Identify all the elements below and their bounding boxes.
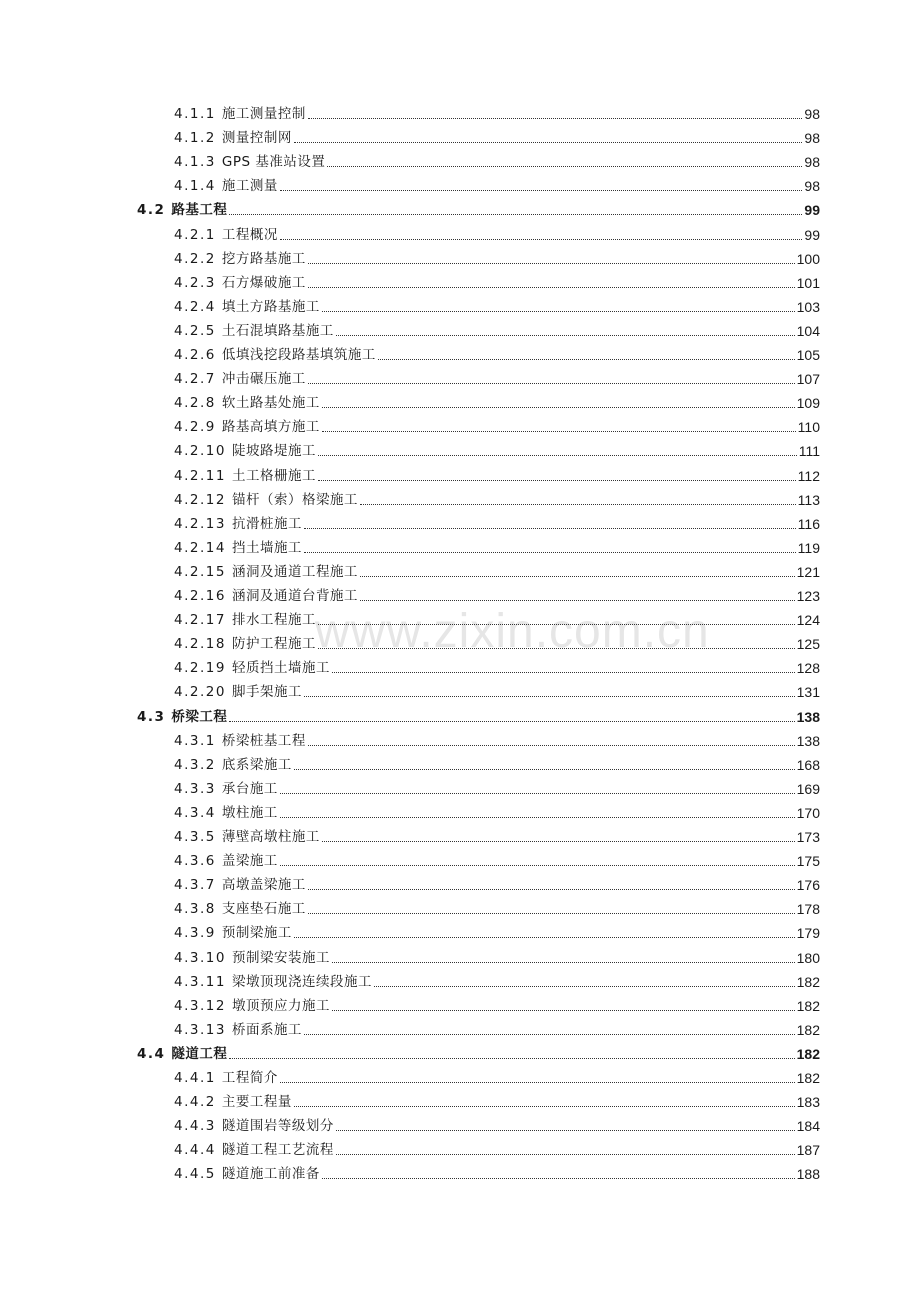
toc-entry-page-number: 168 [796,756,820,773]
toc-entry-number: 4.1.4 [174,178,216,195]
dot-leader [336,1153,795,1155]
toc-entry-page-number: 175 [796,853,820,870]
dot-leader [336,1129,795,1131]
toc-entry-title: 工程概况 [221,226,278,243]
toc-entry-number: 4.3.4 [174,804,216,821]
dot-leader [304,527,796,529]
dot-leader [308,117,803,119]
toc-entry-number: 4.2.19 [174,660,226,677]
toc-entry-page-number: 124 [796,612,820,629]
toc-entry-number: 4.2.14 [174,539,226,556]
dot-leader [360,503,796,505]
toc-entry-title: 涵洞及通道台背施工 [231,588,358,604]
toc-entry-title: 低填浅挖段路基填筑施工 [221,347,376,363]
toc-entry-number: 4.2.6 [174,347,216,363]
dot-leader [294,936,795,938]
dot-leader [280,1081,795,1083]
toc-entry-title: 轻质挡土墙施工 [231,660,330,677]
toc-entry-number: 4.2.12 [174,491,226,508]
dot-leader [294,141,803,143]
dot-leader [308,262,795,264]
toc-entry-number: 4.2.17 [174,612,226,629]
toc-entry-title: 施工测量控制 [221,106,306,122]
toc-entry-page-number: 173 [796,829,820,845]
toc-entry[interactable] [174,367,820,387]
toc-entry-page-number: 110 [797,419,820,436]
dot-leader [280,816,795,818]
dot-leader [360,575,795,577]
toc-entry-page-number: 182 [796,997,820,1014]
toc-entry-number: 4.2.11 [174,467,226,484]
toc-entry[interactable] [174,970,820,990]
toc-entry-page-number: 188 [796,1166,820,1183]
toc-entry-page-number: 170 [796,804,820,821]
toc-entry-page-number: 103 [796,298,820,315]
toc-entry[interactable] [174,1114,820,1134]
toc-entry-number: 4.4.2 [174,1094,216,1111]
toc-entry-page-number: 111 [798,443,820,460]
dot-leader [322,840,795,842]
toc-entry-title: 石方爆破施工 [221,274,306,291]
toc-entry-number: 4.3.12 [174,997,226,1014]
toc-entry[interactable] [174,849,820,869]
toc-entry[interactable] [174,150,820,170]
toc-entry[interactable] [174,1090,820,1110]
dot-leader [308,744,795,746]
dot-leader [304,1033,795,1035]
toc-entry-page-number: 182 [796,1045,820,1062]
toc-entry-title: 陡坡路堤施工 [231,443,316,460]
toc-entry[interactable] [174,873,820,893]
toc-entry[interactable] [174,608,820,628]
toc-entry-title: GPS 基准站设置 [221,154,326,171]
toc-entry-title: 涵洞及通道工程施工 [231,563,358,580]
toc-entry-number: 4.2.5 [174,322,216,339]
toc-entry-page-number: 182 [796,973,820,990]
toc-entry[interactable] [174,921,820,941]
toc-entry-page-number: 113 [797,491,820,508]
toc-entry[interactable] [174,536,820,556]
toc-entry[interactable] [174,897,820,917]
toc-entry[interactable] [174,391,820,411]
dot-leader [318,479,796,481]
toc-entry-page-number: 100 [796,250,820,267]
toc-entry-number: 4.2.9 [174,419,216,436]
toc-section-entry[interactable] [137,198,820,218]
dot-leader [336,334,795,336]
dot-leader [322,310,795,312]
toc-entry-title: 梁墩顶现浇连续段施工 [231,973,372,990]
dot-leader [308,382,795,384]
toc-entry-title: 工程简介 [221,1070,278,1086]
toc-entry-title: 施工测量 [221,178,278,195]
toc-entry[interactable] [174,126,820,146]
toc-entry-page-number: 169 [796,780,820,797]
toc-entry[interactable] [174,1018,820,1038]
dot-leader [322,430,796,432]
toc-entry-number: 4.2 [137,202,166,219]
toc-entry-number: 4.2.7 [174,371,216,388]
dot-leader [308,912,795,914]
dot-leader [308,286,795,288]
toc-entry[interactable] [174,1066,820,1086]
toc-entry-page-number: 109 [796,395,820,412]
dot-leader [280,864,795,866]
toc-entry-page-number: 180 [796,949,820,966]
toc-entry-number: 4.2.16 [174,588,226,604]
dot-leader [322,1177,795,1179]
toc-entry-title: 路基高填方施工 [221,419,320,436]
dot-leader [378,358,795,360]
toc-entry-page-number: 138 [796,732,820,749]
toc-entry-title: 抗滑桩施工 [231,515,302,532]
toc-entry[interactable] [174,560,820,580]
toc-entry-number: 4.4.3 [174,1118,216,1135]
toc-entry-page-number: 138 [796,708,820,725]
toc-entry-number: 4.3.2 [174,756,216,773]
toc-entry-number: 4.3 [137,708,166,725]
toc-entry-page-number: 101 [796,274,820,291]
toc-entry-page-number: 125 [796,636,820,653]
toc-entry-page-number: 182 [796,1021,820,1038]
toc-entry-page-number: 119 [797,539,820,556]
toc-entry-page-number: 182 [796,1070,820,1086]
dot-leader [322,406,795,408]
toc-entry-title: 隧道施工前准备 [221,1166,320,1183]
toc-entry-number: 4.4 [137,1045,166,1062]
toc-entry-page-number: 131 [796,684,820,701]
dot-leader [229,720,794,722]
toc-entry-title: 土石混填路基施工 [221,322,334,339]
toc-entry-number: 4.2.20 [174,684,226,701]
dot-leader [308,888,795,890]
toc-entry-number: 4.3.7 [174,877,216,894]
toc-entry-title: 桥面系施工 [231,1021,302,1038]
toc-entry-page-number: 183 [796,1094,820,1111]
dot-leader [374,985,795,987]
toc-entry-page-number: 98 [804,154,820,171]
toc-entry-page-number: 116 [797,515,820,532]
toc-entry-title: 底系梁施工 [221,756,292,773]
dot-leader [280,238,803,240]
toc-entry-title: 隧道工程工艺流程 [221,1142,334,1159]
dot-leader [318,623,795,625]
toc-entry[interactable] [174,439,820,459]
dot-leader [280,189,803,191]
toc-entry-title: 预制梁施工 [221,925,292,942]
toc-entry[interactable] [174,656,820,676]
dot-leader [280,792,795,794]
toc-entry-page-number: 104 [796,322,820,339]
toc-entry[interactable] [174,994,820,1014]
dot-leader [327,165,802,167]
dot-leader [229,1057,794,1059]
toc-entry[interactable] [174,247,820,267]
dot-leader [332,671,795,673]
toc-entry-number: 4.3.3 [174,780,216,797]
toc-entry-page-number: 184 [796,1118,820,1135]
toc-entry-title: 挡土墙施工 [231,539,302,556]
toc-entry-number: 4.2.2 [174,250,216,267]
toc-entry-page-number: 98 [804,178,820,195]
toc-entry-number: 4.3.11 [174,973,226,990]
toc-entry[interactable] [174,512,820,532]
toc-entry-number: 4.3.5 [174,829,216,845]
toc-entry[interactable] [174,488,820,508]
toc-entry-title: 挖方路基施工 [221,250,306,267]
toc-entry-number: 4.2.3 [174,274,216,291]
toc-entry[interactable] [174,946,820,966]
toc-entry-number: 4.2.8 [174,395,216,412]
toc-entry-title: 预制梁安装施工 [231,949,330,966]
toc-entry-title: 测量控制网 [221,130,292,147]
toc-entry-number: 4.3.6 [174,853,216,870]
toc-entry-page-number: 128 [796,660,820,677]
dot-leader [304,551,796,553]
dot-leader [229,213,802,215]
toc-entry-title: 路基工程 [171,202,228,219]
toc-entry-title: 承台施工 [221,780,278,797]
toc-entry-title: 墩顶预应力施工 [231,997,330,1014]
toc-entry-number: 4.1.2 [174,130,216,147]
watermark: www.zixin.com.cn [315,605,710,658]
toc-entry-title: 软土路基处施工 [221,395,320,412]
toc-entry-title: 脚手架施工 [231,684,302,701]
toc-section-entry[interactable] [137,1042,820,1062]
toc-entry-number: 4.2.13 [174,515,226,532]
toc-entry[interactable] [174,753,820,773]
toc-entry-page-number: 123 [796,588,820,604]
toc-entry-page-number: 107 [796,371,820,388]
dot-leader [318,454,797,456]
dot-leader [304,695,795,697]
toc-entry-page-number: 98 [804,106,820,122]
toc-entry-number: 4.2.4 [174,298,216,315]
toc-entry-title: 冲击碾压施工 [221,371,306,388]
toc-entry-page-number: 99 [804,226,820,243]
toc-entry[interactable] [174,343,820,363]
dot-leader [332,961,795,963]
toc-entry-page-number: 98 [804,130,820,147]
toc-entry[interactable] [174,415,820,435]
toc-entry-page-number: 178 [796,901,820,918]
toc-entry-title: 排水工程施工 [231,612,316,629]
toc-entry[interactable] [174,801,820,821]
toc-entry-title: 隧道工程 [171,1045,228,1062]
toc-entry-title: 防护工程施工 [231,636,316,653]
toc-entry-page-number: 105 [796,347,820,363]
toc-entry[interactable] [174,1138,820,1158]
dot-leader [332,1009,795,1011]
dot-leader [318,647,795,649]
dot-leader [294,1105,795,1107]
toc-entry-number: 4.4.1 [174,1070,216,1086]
toc-entry-title: 薄壁高墩柱施工 [221,829,320,845]
toc-entry-page-number: 176 [796,877,820,894]
toc-entry-number: 4.2.1 [174,226,216,243]
toc-entry-title: 墩柱施工 [221,804,278,821]
toc-entry-title: 土工格栅施工 [231,467,316,484]
toc-entry-number: 4.3.1 [174,732,216,749]
toc-entry-title: 盖梁施工 [221,853,278,870]
toc-entry[interactable] [174,777,820,797]
toc-entry[interactable] [174,680,820,700]
toc-entry-title: 填土方路基施工 [221,298,320,315]
toc-entry-title: 主要工程量 [221,1094,292,1111]
toc-entry-number: 4.3.10 [174,949,226,966]
toc-entry-title: 支座垫石施工 [221,901,306,918]
toc-entry-page-number: 121 [796,563,820,580]
toc-entry-number: 4.3.13 [174,1021,226,1038]
toc-entry-page-number: 112 [797,467,820,484]
dot-leader [294,768,795,770]
toc-entry-title: 桥梁桩基工程 [221,732,306,749]
toc-entry-page-number: 187 [796,1142,820,1159]
toc-entry-number: 4.3.8 [174,901,216,918]
toc-entry[interactable] [174,295,820,315]
toc-section-entry[interactable] [137,705,820,725]
toc-entry-page-number: 179 [796,925,820,942]
toc-entry-title: 高墩盖梁施工 [221,877,306,894]
toc-entry-title: 隧道围岩等级划分 [221,1118,334,1135]
toc-entry[interactable] [174,271,820,291]
toc-entry[interactable] [174,825,820,845]
toc-entry-number: 4.1.3 [174,154,216,171]
toc-entry-number: 4.3.9 [174,925,216,942]
dot-leader [360,599,795,601]
toc-entry[interactable] [174,729,820,749]
toc-entry-number: 4.2.10 [174,443,226,460]
toc-entry[interactable] [174,319,820,339]
toc-entry-number: 4.1.1 [174,106,216,122]
toc-entry-number: 4.2.18 [174,636,226,653]
toc-entry-title: 桥梁工程 [171,708,228,725]
toc-entry[interactable] [174,632,820,652]
toc-entry-page-number: 99 [804,202,820,219]
toc-entry[interactable] [174,102,820,122]
toc-entry[interactable] [174,584,820,604]
toc-entry[interactable] [174,1162,820,1182]
toc-entry-number: 4.4.4 [174,1142,216,1159]
toc-entry[interactable] [174,464,820,484]
toc-entry-number: 4.2.15 [174,563,226,580]
toc-entry-title: 锚杆（索）格梁施工 [231,491,358,508]
toc-entry-number: 4.4.5 [174,1166,216,1183]
toc-entry[interactable] [174,174,820,194]
toc-entry[interactable] [174,223,820,243]
